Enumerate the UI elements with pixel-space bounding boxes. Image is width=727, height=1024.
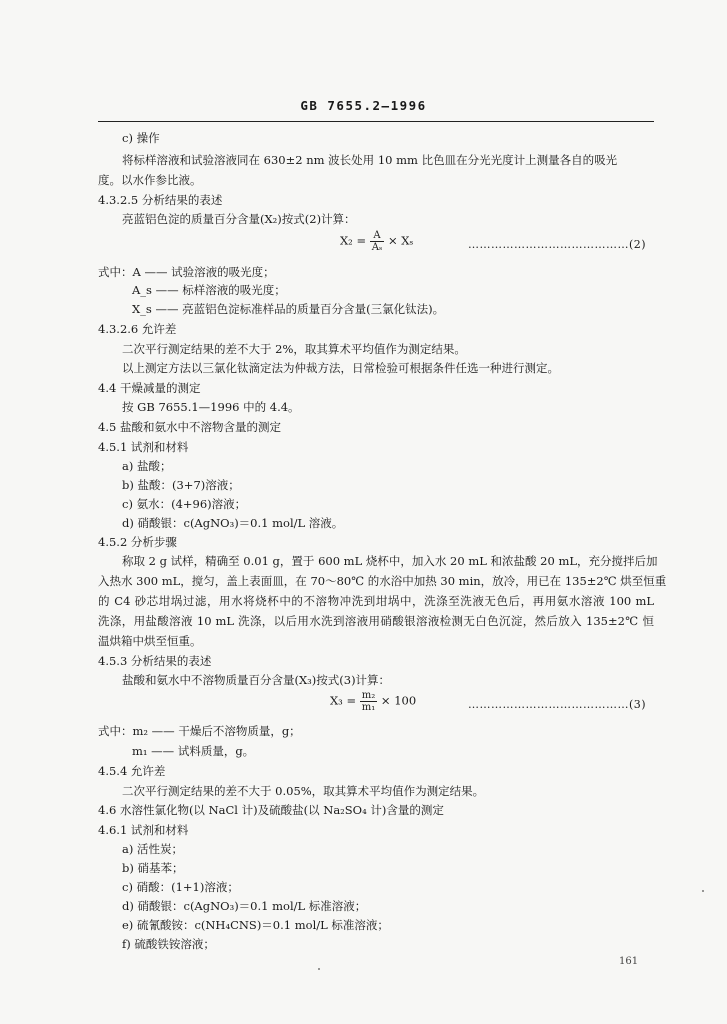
paragraph-line: 入热水 300 mL，搅匀，盖上表面皿，在 70～80℃ 的水浴中加热 30 min，放冷，用已在 135±2℃ 烘至恒重: [98, 574, 667, 588]
list-item: c) 操作: [122, 131, 160, 145]
paragraph-line: 式中：A —— 试验溶液的吸光度；: [98, 265, 275, 279]
paragraph-line: 温烘箱中烘至恒重。: [98, 634, 202, 648]
paragraph-line: 式中：m₂ —— 干燥后不溶物质量，g；: [98, 724, 301, 738]
formula-rhs: × 100: [380, 693, 417, 708]
formula-fraction: [360, 690, 378, 713]
list-item: a) 活性炭；: [122, 842, 183, 856]
paragraph-line: 亮蓝铝色淀的质量百分含量(X₂)按式(2)计算：: [122, 212, 356, 226]
list-item: f) 硫酸铁铵溶液；: [122, 937, 215, 951]
paragraph-line: 将标样溶液和试验溶液同在 630±2 nm 波长处用 10 mm 比色皿在分光光度计上测量各自的吸光: [122, 153, 618, 167]
section-heading: 4.6 水溶性氯化物(以 NaCl 计)及硫酸盐(以 Na₂SO₄ 计)含量的测定: [98, 803, 444, 817]
list-item: b) 盐酸：(3+7)溶液；: [122, 478, 240, 492]
section-heading: 4.5.3 分析结果的表述: [98, 654, 212, 668]
formula-3: [330, 690, 416, 713]
section-heading: 4.3.2.5 分析结果的表述: [98, 193, 223, 207]
paragraph-line: 按 GB 7655.1—1996 中的 4.4。: [122, 400, 300, 414]
formula-lhs: X₂ =: [340, 233, 367, 248]
formula-fraction: [370, 230, 385, 253]
paragraph-line: 以上测定方法以三氯化钛滴定法为仲裁方法，日常检验可根据条件任选一种进行测定。: [122, 361, 559, 375]
page-number: 161: [619, 956, 639, 967]
paragraph-line: 称取 2 g 试样，精确至 0.01 g，置于 600 mL 烧杯中，加入水 20 mL 和浓盐酸 20 mL，充分搅拌后加: [122, 554, 658, 568]
list-item: d) 硝酸银：c(AgNO₃)＝0.1 mol/L 标准溶液；: [122, 899, 367, 913]
section-heading: 4.3.2.6 允许差: [98, 322, 177, 336]
list-item: e) 硫氰酸铵：c(NH₄CNS)＝0.1 mol/L 标准溶液；: [122, 918, 389, 932]
list-item: c) 硝酸：(1+1)溶液；: [122, 880, 239, 894]
page-header: GB 7655.2—1996: [300, 98, 427, 113]
fraction-denominator: Aₛ: [371, 242, 383, 253]
fraction-numerator: m₂: [361, 690, 376, 701]
list-item: b) 硝基苯；: [122, 861, 184, 875]
paragraph-line: 洗涤，用盐酸溶液 10 mL 洗涤，以后用水洗到溶液用硝酸银溶液检测无白色沉淀，然后放入 135±2℃ 恒: [98, 614, 654, 628]
formula-rhs: × Xₛ: [388, 233, 414, 248]
paragraph-line: A_s —— 标样溶液的吸光度；: [132, 283, 286, 297]
section-heading: 4.5 盐酸和氨水中不溶物含量的测定: [98, 420, 281, 434]
section-heading: 4.5.4 允许差: [98, 764, 166, 778]
paragraph-line: 度。以水作参比液。: [98, 173, 202, 187]
paragraph-line: 盐酸和氨水中不溶物质量百分含量(X₃)按式(3)计算：: [122, 673, 391, 687]
scan-speck: [702, 890, 704, 892]
formula-2: [340, 230, 413, 253]
section-heading: 4.6.1 试剂和材料: [98, 823, 189, 837]
paragraph-line: 二次平行测定结果的差不大于 2%，取其算术平均值作为测定结果。: [122, 342, 466, 356]
fraction-denominator: m₁: [361, 702, 376, 713]
formula-lhs: X₃ =: [330, 693, 357, 708]
section-heading: 4.4 干燥减量的测定: [98, 381, 201, 395]
paragraph-line: X_s —— 亮蓝铝色淀标准样品的质量百分含量(三氯化钛法)。: [132, 302, 445, 316]
list-item: c) 氨水：(4+96)溶液；: [122, 497, 247, 511]
paragraph-line: 二次平行测定结果的差不大于 0.05%，取其算术平均值作为测定结果。: [122, 784, 485, 798]
equation-number: ……………………………………(2): [468, 238, 647, 251]
list-item: a) 盐酸；: [122, 459, 172, 473]
scan-speck: [318, 968, 320, 970]
header-rule: [98, 121, 654, 122]
equation-number: ……………………………………(3): [468, 698, 647, 711]
section-heading: 4.5.1 试剂和材料: [98, 440, 189, 454]
paragraph-line: m₁ —— 试料质量，g。: [132, 744, 255, 758]
list-item: d) 硝酸银：c(AgNO₃)＝0.1 mol/L 溶液。: [122, 516, 344, 530]
section-heading: 4.5.2 分析步骤: [98, 535, 177, 549]
paragraph-line: 的 C4 砂芯坩埚过滤，用水将烧杯中的不溶物冲洗到坩埚中，洗涤至洗液无色后，再用氨水溶液 100 mL: [98, 594, 654, 608]
fraction-numerator: A: [370, 230, 385, 242]
